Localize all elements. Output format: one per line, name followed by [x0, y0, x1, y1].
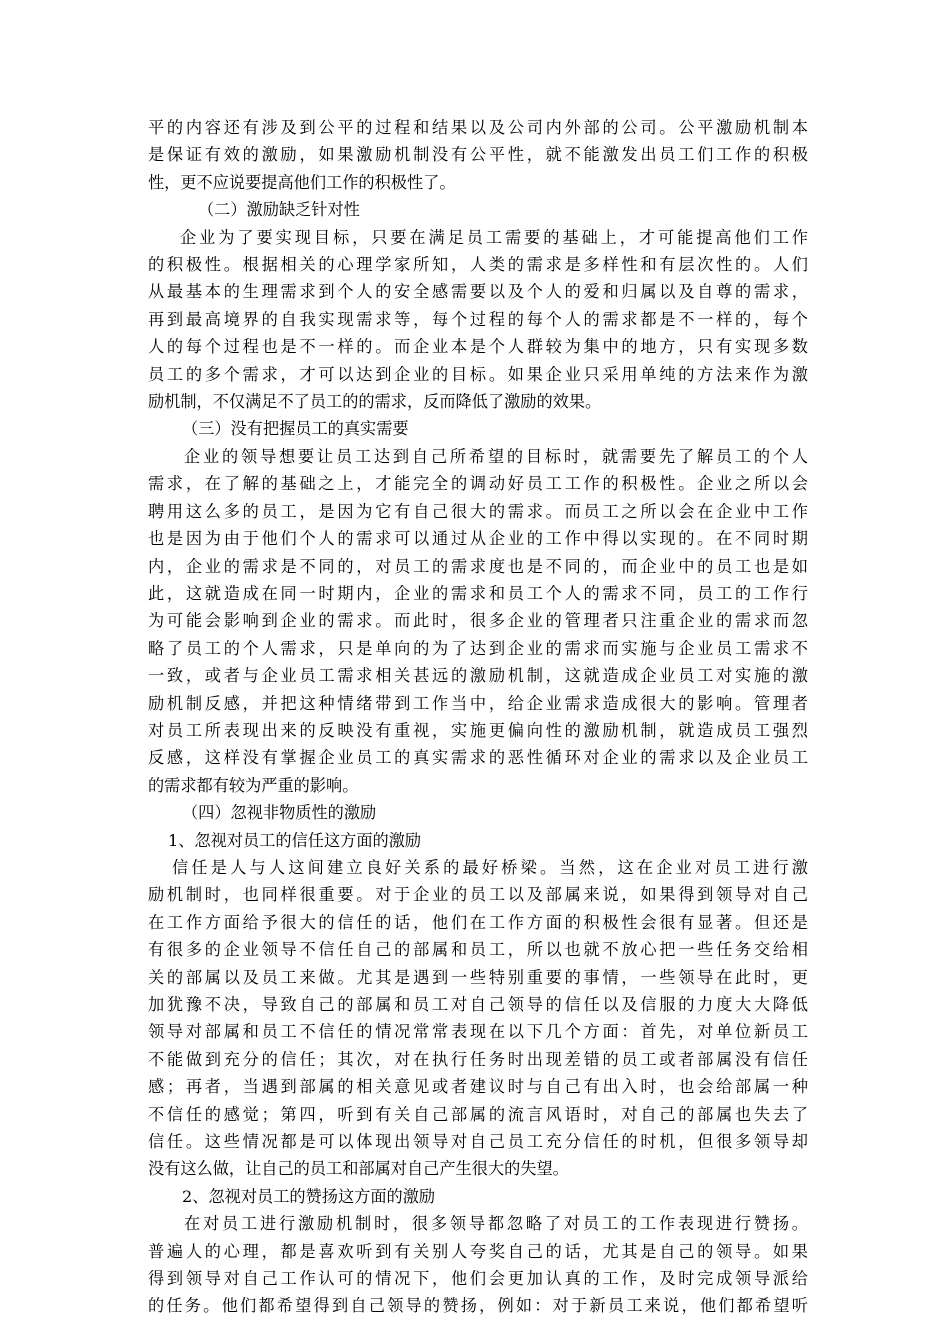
text-line: 也是因为由于他们个人的需求可以通过从企业的工作中得以实现的。在不同时期 [148, 529, 808, 549]
text-line: 在工作方面给予很大的信任的话，他们在工作方面的积极性会很有显著。但还是 [148, 912, 808, 932]
text-line: 需求，在了解的基础之上，才能完全的调动好员工工作的积极性。企业之所以会 [148, 474, 808, 494]
text-line: 企业的领导想要让员工达到自己所希望的目标时，就需要先了解员工的个人 [184, 446, 808, 466]
text-line: 人的每个过程也是不一样的。而企业本是个人群较为集中的地方，只有实现多数 [148, 337, 808, 357]
text-line: （二）激励缺乏针对性 [198, 200, 360, 220]
text-line: 励机制时，也同样很重要。对于企业的员工以及部属来说，如果得到领导对自己 [148, 885, 808, 905]
text-line: 得到领导对自己工作认可的情况下，他们会更加认真的工作，及时完成领导派给 [148, 1269, 808, 1289]
text-line: 再到最高境界的自我实现需求等，每个过程的每个人的需求都是不一样的，每个 [148, 309, 808, 329]
text-line: 信任。这些情况都是可以体现出领导对自己员工充分信任的时机，但很多领导却 [148, 1132, 808, 1152]
text-line: （四）忽视非物质性的激励 [182, 803, 377, 823]
text-line: 有很多的企业领导不信任自己的部属和员工，所以也就不放心把一些任务交给相 [148, 940, 808, 960]
text-line: 企业为了要实现目标，只要在满足员工需要的基础上，才可能提高他们工作 [180, 227, 808, 247]
text-line: 对员工所表现出来的反映没有重视，实施更偏向性的激励机制，就造成员工强烈 [148, 720, 808, 740]
text-line: 加犹豫不决，导致自己的部属和员工对自己领导的信任以及信服的力度大大降低 [148, 995, 808, 1014]
text-line: 员工的多个需求，才可以达到企业的目标。如果企业只采用单纯的方法来作为激 [148, 364, 808, 384]
text-line: 关的部属以及员工来做。尤其是遇到一些特别重要的事情，一些领导在此时，更 [148, 967, 808, 987]
text-line: 内，企业的需求是不同的，对员工的需求度也是不同的，而企业中的员工也是如 [148, 556, 808, 576]
text-line: 的任务。他们都希望得到自己领导的赞扬，例如：对于新员工来说，他们都希望听 [148, 1296, 808, 1316]
text-line: 略了员工的个人需求，只是单向的为了达到企业的需求而实施与企业员工需求不 [148, 638, 808, 658]
text-line: 1、忽视对员工的信任这方面的激励 [168, 830, 422, 850]
text-line: （三）没有把握员工的真实需要 [182, 419, 409, 439]
text-line: 反感，这样没有掌握企业员工的真实需求的恶性循环对企业的需求以及企业员工 [148, 748, 808, 768]
text-line: 感；再者，当遇到部属的相关意见或者建议时与自己有出入时，也会给部属一种 [148, 1077, 808, 1097]
text-line: 性，更不应说要提高他们工作的积极性了。 [148, 172, 456, 192]
text-line: 不信任的感觉；第四，听到有关自己部属的流言风语时，对自己的部属也失去了 [148, 1104, 808, 1124]
text-line: 励机制，不仅满足不了员工的的需求，反而降低了激励的效果。 [148, 392, 602, 412]
text-line: 从最基本的生理需求到个人的安全感需要以及个人的爱和归属以及自尊的需求， [148, 282, 808, 302]
text-line: 的积极性。根据相关的心理学家所知，人类的需求是多样性和有层次性的。人们 [148, 255, 808, 275]
document-body [148, 114, 808, 1320]
text-line: 不能做到充分的信任；其次，对在执行任务时出现差错的员工或者部属没有信任 [148, 1049, 808, 1069]
text-line: 为可能会影响到企业的需求。而此时，很多企业的管理者只注重企业的需求而忽 [148, 611, 808, 631]
text-line: 没有这么做，让自己的员工和部属对自己产生很大的失望。 [148, 1159, 569, 1179]
text-line: 在对员工进行激励机制时，很多领导都忽略了对员工的工作表现进行赞扬。 [184, 1214, 808, 1234]
text-line: 聘用这么多的员工，是因为它有自己很大的需求。而员工之所以会在企业中工作 [148, 501, 808, 521]
text-line: 励机制反感，并把这种情绪带到工作当中，给企业需求造成很大的影响。管理者 [148, 693, 808, 713]
text-line: 的需求都有较为严重的影响。 [148, 775, 359, 795]
text-line: 信任是人与人这间建立良好关系的最好桥梁。当然，这在企业对员工进行激 [172, 857, 808, 877]
text-line: 此，这就造成在同一时期内，企业的需求和员工个人的需求不同，员工的工作行 [148, 583, 808, 603]
text-line: 普遍人的心理，都是喜欢听到有关别人夸奖自己的话，尤其是自己的领导。如果 [148, 1241, 808, 1261]
text-line: 平的内容还有涉及到公平的过程和结果以及公司内外部的公司。公平激励机制本 [148, 118, 808, 137]
text-line: 领导对部属和员工不信任的情况常常表现在以下几个方面：首先，对单位新员工 [148, 1022, 808, 1042]
text-line: 2、忽视对员工的赞扬这方面的激励 [182, 1186, 436, 1206]
text-line: 一致，或者与企业员工需求相关甚远的激励机制，这就造成企业员工对实施的激 [148, 666, 808, 686]
text-line: 是保证有效的激励，如果激励机制没有公平性，就不能激发出员工们工作的积极 [148, 145, 808, 165]
